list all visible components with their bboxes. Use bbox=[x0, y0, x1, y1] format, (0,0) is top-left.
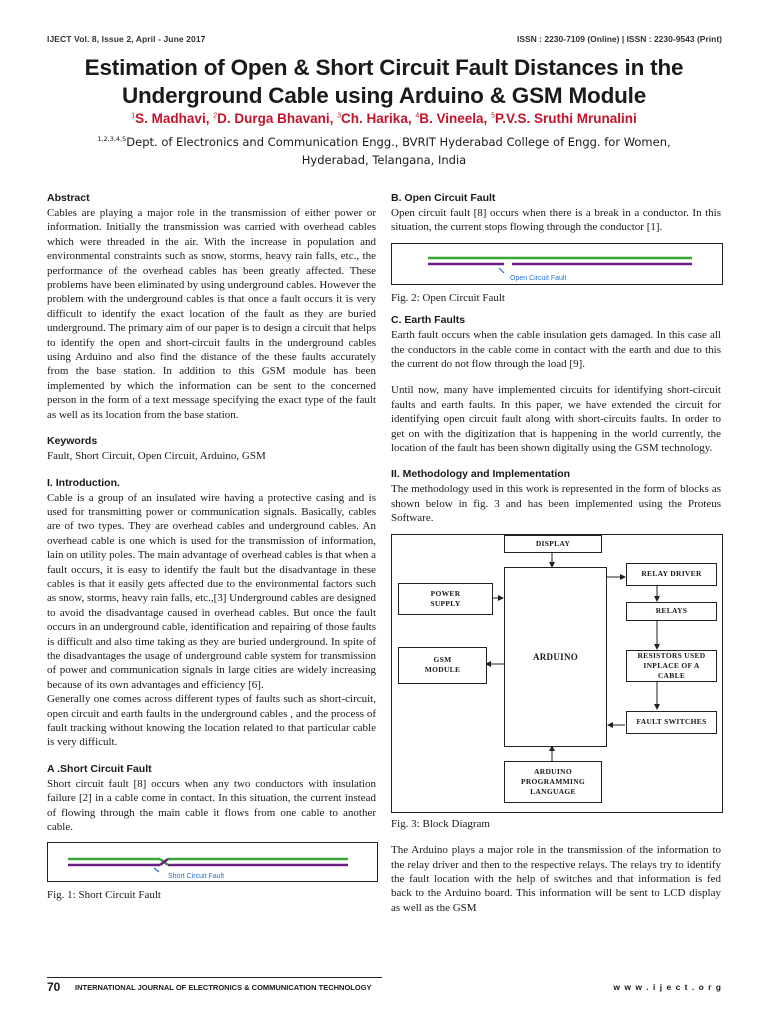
methodology-heading: II. Methodology and Implementation bbox=[391, 468, 571, 481]
author-sup: 2 bbox=[213, 112, 218, 120]
affiliation-line-1: Dept. of Electronics and Communication Engg., BVRIT Hyderabad College of Engg. for Women, bbox=[126, 134, 671, 149]
arduino-block: ARDUINO bbox=[504, 567, 607, 747]
right-column bbox=[391, 191, 721, 915]
author-sup: 4 bbox=[415, 112, 420, 120]
affiliation-line-2: Hyderabad, Telangana, India bbox=[301, 152, 467, 167]
arrow-icon bbox=[154, 868, 159, 872]
short-circuit-text: Short circuit fault [8] occurs when any two conductors with insulation failure [2] in a cable come in contact. In this situation, the current instead of flowing through the main cable it flows from one cable to another cable. bbox=[47, 777, 376, 834]
resistors-block: RESISTORS USED INPLACE OF A CABLE bbox=[626, 650, 717, 682]
intro-heading: I. Introduction. bbox=[47, 476, 120, 489]
relay-driver-block: RELAY DRIVER bbox=[626, 563, 717, 586]
relays-block: RELAYS bbox=[626, 602, 717, 621]
affiliation bbox=[40, 130, 728, 169]
journal-website: w w w . i j e c t . o r g bbox=[613, 982, 722, 992]
open-circuit-figure bbox=[391, 243, 723, 285]
intro-paragraph-2: Generally one comes across different types of faults such as short-circuit, open circuit and earth faults in the underground cables , and the process of fault tracking without knowing the location related to that particular cable is very difficult. bbox=[47, 693, 376, 749]
gsm-module-block: GSM MODULE bbox=[398, 647, 487, 684]
abstract-text: Cables are playing a major role in the transmission of either power or information. Initially the transmission was carried with overhead cables which were threaded in the air. With the increase in population and environmental constraints such as snow, storms, heavy rain falls, etc., the performance of the overhead cables has been greatly affected. These problems have been eliminated by using underground cables. However the problem with the underground cables is that once a fault occurs it is very difficult to identify the exact location of the fault as they are buried underground. The primary aim of our paper is to design a circuit that helps to identify the open and short-circuit faults in the underground cables using Arduino and also find the distance of the these faults accurately from the base station. In addition to this GSM module has been implemented by which the information can be sent to the concerned person in the form of a text message specifying the exact type of the fault as well as its location from the base station. bbox=[47, 207, 376, 421]
earth-faults-paragraph-2: Until now, many have implemented circuits for identifying short-circuit faults and earth faults. In this paper, we have extended the circuit for identifying open circuit fault along with short-circuits faults. In order to get on with the digitization that is happening in the world currently, the location of the fault has been shown digitally using the GSM technology. bbox=[391, 384, 721, 455]
running-header-left: IJECT Vol. 8, Issue 2, April - June 2017 bbox=[47, 34, 206, 44]
running-header-right: ISSN : 2230-7109 (Online) | ISSN : 2230-9543 (Print) bbox=[516, 34, 722, 44]
fault-switches-block: FAULT SWITCHES bbox=[626, 711, 717, 734]
open-circuit-label: Open Circuit Fault bbox=[510, 274, 567, 282]
open-circuit-illustration bbox=[392, 244, 722, 284]
fig2-caption: Fig. 2: Open Circuit Fault bbox=[391, 291, 505, 304]
methodology-text: The methodology used in this work is represented in the form of blocks as shown below in fig. 3 and has been implemented using the Proteus Software. bbox=[391, 483, 721, 525]
author-name: B. Vineela, bbox=[419, 111, 492, 126]
power-supply-block: POWER SUPPLY bbox=[398, 583, 493, 615]
keywords-text: Fault, Short Circuit, Open Circuit, Arduino, GSM bbox=[47, 450, 266, 463]
short-circuit-illustration bbox=[48, 843, 377, 881]
short-circuit-label: Short Circuit Fault bbox=[168, 873, 225, 881]
author-sup: 5 bbox=[491, 112, 495, 120]
fig3-caption: Fig. 3: Block Diagram bbox=[391, 817, 490, 830]
arduino-programming-block: ARDUINO PROGRAMMING LANGUAGE bbox=[504, 761, 602, 803]
footer-rule bbox=[47, 977, 382, 978]
fig1-caption: Fig. 1: Short Circuit Fault bbox=[47, 889, 161, 902]
intro-paragraph-1: Cable is a group of an insulated wire having a protective casing and is used for transmitting power or communication signals. Basically, cables are of two types. They are overhead cables and underground cables. An overhead cable is one which is used for the transmission of information, lain on utility poles. The main advantage of overhead cables is that when a fault occurs, it is easy to identify the fault but the disadvantage in these cables is that it easily gets affected due to the environmental factors such as snow, storms, heavy rain falls, etc.,[3] Underground cables are designed to avoid the disadvantage caused in overhead cables. But once the fault occurs in an underground cable, identification and repairing of those faults is difficult and also time taking as they are buried underground. In spite of the disadvantages the usage of underground cable system for transmission of power and communication signals in large cities are widely increasing because of its own advantages and efficiency [6]. bbox=[47, 491, 376, 691]
affiliation-sup: 1,2,3,4,5 bbox=[97, 135, 127, 143]
open-circuit-heading: B. Open Circuit Fault bbox=[391, 192, 496, 204]
methodology-paragraph-2: The Arduino plays a major role in the transmission of the information to the relay driver and then to the respective relays. The relays try to identify the fault location with the help of switches and that information is fed back to the Arduino board. This information will be sent to LCD display as well as the GSM bbox=[391, 844, 721, 914]
author-name: Ch. Harika, bbox=[341, 111, 416, 126]
author-name: P.V.S. Sruthi Mrunalini bbox=[494, 111, 637, 126]
title-line-1: Estimation of Open & Short Circuit Fault Distances in the bbox=[84, 55, 684, 80]
block-diagram bbox=[391, 534, 723, 813]
journal-name: INTERNATIONAL JOURNAL OF ELECTRONICS & COMMUNICATION TECHNOLOGY bbox=[75, 983, 372, 992]
open-circuit-text: Open circuit fault [8] occurs when there is a break in a conductor. In this situation, the current stops flowing through the conductor [1]. bbox=[391, 207, 721, 234]
paper-title bbox=[20, 54, 748, 110]
left-column bbox=[47, 191, 376, 903]
author-sup: 3 bbox=[337, 112, 342, 120]
arrow-icon bbox=[499, 268, 504, 273]
earth-faults-heading: C. Earth Faults bbox=[391, 314, 466, 327]
display-block: DISPLAY bbox=[504, 535, 602, 553]
author-sup: 1 bbox=[131, 112, 136, 120]
earth-faults-paragraph-1: Earth fault occurs when the cable insulation gets damaged. In this case all the conductors in the cable come in contact with the earth and due to this the current do not flow through the load [9]. bbox=[391, 329, 721, 371]
author-name: D. Durga Bhavani, bbox=[217, 111, 338, 126]
abstract-heading: Abstract bbox=[47, 192, 90, 204]
short-circuit-heading: A .Short Circuit Fault bbox=[47, 762, 152, 775]
title-line-2: Underground Cable using Arduino & GSM Module bbox=[121, 83, 647, 108]
page-number: 70 bbox=[47, 980, 61, 994]
keywords-heading: Keywords bbox=[47, 435, 98, 448]
short-circuit-figure bbox=[47, 842, 378, 882]
author-name: S. Madhavi, bbox=[135, 111, 214, 126]
author-list bbox=[20, 111, 748, 126]
